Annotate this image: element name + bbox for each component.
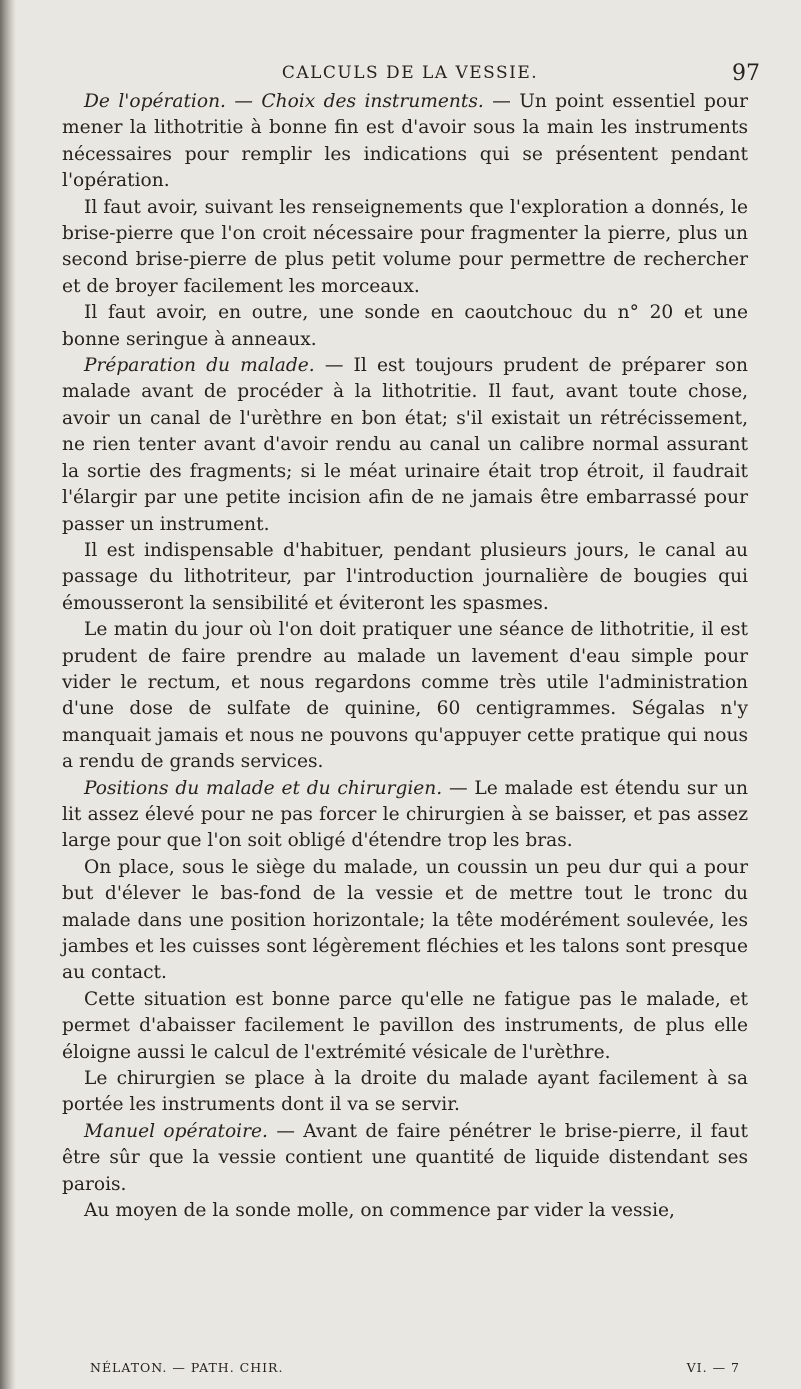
paragraph-sonde: [62, 300, 748, 353]
paragraph-text: Il est indispensable d'habituer, pendant plusieurs jours, le canal au passage du lithotriteur, par l'introduction journalière de bougies qui émousseront la sensibilité et éviteront les spasmes.: [62, 539, 748, 614]
section-heading-positions: Positions du malade et du chirurgien.: [84, 777, 443, 799]
volume-mark: VI. — 7: [686, 1360, 740, 1375]
paragraph-text: — Le malade est étendu sur un lit assez élevé pour ne pas forcer le chirurgien à se baisser, et pas assez large pour que l'on soit obligé d'étendre trop les bras.: [62, 777, 748, 852]
paragraph-habituer: [62, 538, 748, 617]
page-number: 97: [732, 61, 760, 86]
paragraph-chirurgien: [62, 1066, 748, 1119]
paragraph-instruments: [62, 195, 748, 301]
paragraph-matin: [62, 617, 748, 775]
paragraph-text: — Il est toujours prudent de préparer son malade avant de procéder à la lithotritie. Il faut, avant toute chose, avoir un canal de l'urèthre en bon état; s'il existait un rétrécissement, ne rien tenter avant d'avoir rendu au canal un calibre normal assurant la sortie des fragments; si le méat urinaire était trop étroit, il faudrait l'élargir par une petite incision afin de ne jamais être embarrassé pour passer un instrument.: [62, 355, 749, 535]
paragraph-text: Au moyen de la sonde molle, on commence par vider la vessie,: [84, 1200, 675, 1222]
paragraph-text: — Avant de faire pénétrer le brise-pierre, il faut être sûr que la vessie contient une quantité de liquide distendant ses parois.: [62, 1120, 748, 1195]
section-heading-operation: De l'opération. — Choix des instruments.: [84, 91, 484, 112]
paragraph-coussin: [62, 855, 748, 987]
paragraph-text: — Un point essentiel pour mener la lithotritie à bonne fin est d'avoir sous la main les instruments nécessaires pour remplir les indications qui se présentent pendant l'opération.: [62, 91, 748, 192]
paragraph-positions: [62, 776, 748, 855]
section-heading-preparation: Préparation du malade.: [84, 355, 315, 377]
signature-mark: NÉLATON. — PATH. CHIR.: [90, 1360, 284, 1375]
paragraph-operation: [62, 89, 748, 195]
paragraph-text: Cette situation est bonne parce qu'elle ne fatigue pas le malade, et permet d'abaisser facilement le pavillon des instruments, de plus elle éloigne aussi le calcul de l'extrémité vésicale de l'urèthre.: [62, 988, 748, 1063]
page-footer: [90, 1360, 740, 1384]
running-title: CALCULS DE LA VESSIE.: [281, 63, 539, 83]
paragraph-text: Il faut avoir, suivant les renseignements que l'exploration a donnés, le brise-pierre que l'on croit nécessaire pour fragmenter la pierre, plus un second brise-pierre de plus petit volume pour permettre de rechercher et de broyer facilement les morceaux.: [62, 196, 748, 297]
page-body: [62, 89, 748, 1224]
paragraph-manuel: [62, 1119, 748, 1198]
paragraph-text: Le chirurgien se place à la droite du malade ayant facilement à sa portée les instruments dont il va se servir.: [62, 1068, 748, 1116]
paragraph-text: Il faut avoir, en outre, une sonde en caoutchouc du n° 20 et une bonne seringue à anneaux.: [62, 302, 748, 350]
paragraph-preparation: [62, 353, 748, 538]
section-heading-manuel: Manuel opératoire.: [84, 1120, 268, 1142]
paragraph-sonde-molle: [62, 1198, 748, 1224]
paragraph-text: Le matin du jour où l'on doit pratiquer une séance de lithotritie, il est prudent de faire prendre au malade un lavement d'eau simple pour vider le rectum, et nous regardons comme très utile l'administration d'une dose de sulfate de quinine, 60 centigrammes. Ségalas n'y manquait jamais et nous ne pouvons qu'appuyer cette pratique qui nous a rendu de grands services.: [62, 619, 748, 773]
paragraph-situation: [62, 987, 748, 1066]
running-head: [60, 63, 760, 91]
paragraph-text: On place, sous le siège du malade, un coussin un peu dur qui a pour but d'élever le bas-fond de la vessie et de mettre tout le tronc du malade dans une position horizontale; la tête modérément soulevée, les jambes et les cuisses sont légèrement fléchies et les talons sont presque au contact.: [62, 856, 748, 984]
